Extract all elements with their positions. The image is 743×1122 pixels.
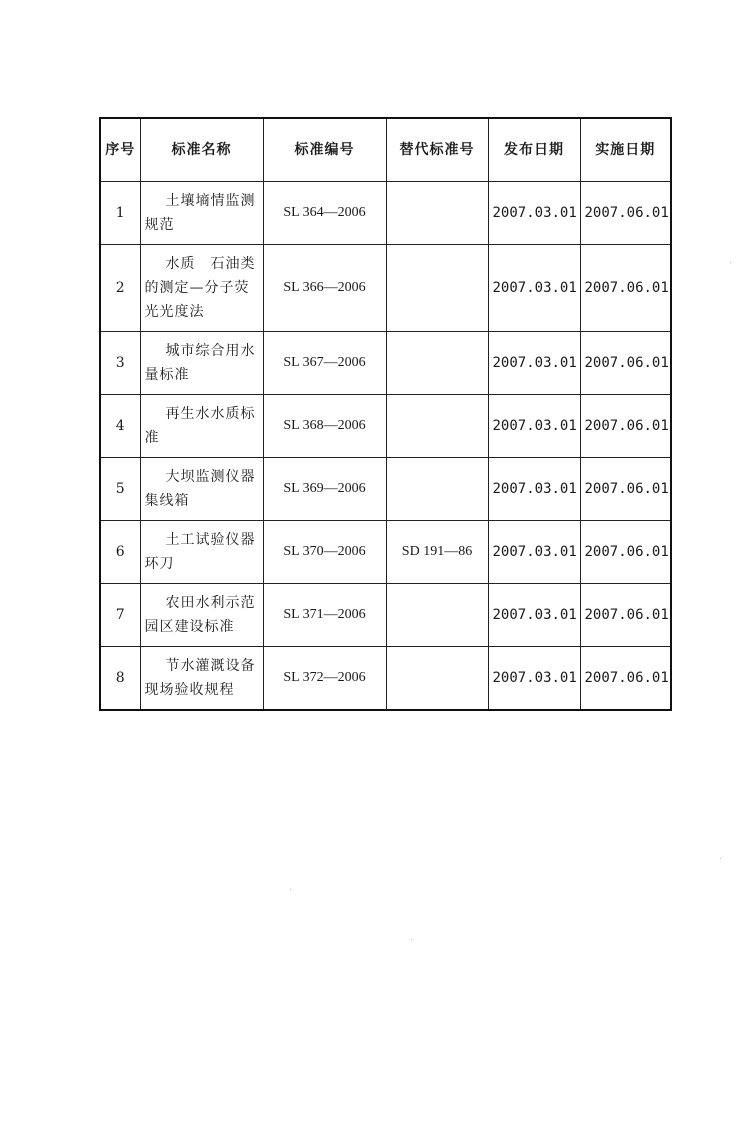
cell-replaced-standard bbox=[386, 395, 488, 458]
cell-effective-date: 2007.06.01 bbox=[580, 332, 671, 395]
cell-publish-date: 2007.03.01 bbox=[488, 245, 580, 332]
cell-serial-number: 8 bbox=[100, 647, 140, 711]
cell-standard-name: 节水灌溉设备现场验收规程 bbox=[140, 647, 263, 711]
cell-standard-code: SL 366—2006 bbox=[263, 245, 386, 332]
cell-effective-date: 2007.06.01 bbox=[580, 584, 671, 647]
header-replaced-standard: 替代标准号 bbox=[386, 118, 488, 182]
scan-speck bbox=[411, 939, 412, 940]
table-header-row bbox=[100, 118, 671, 182]
table-row bbox=[100, 584, 671, 647]
cell-publish-date: 2007.03.01 bbox=[488, 395, 580, 458]
cell-serial-number: 6 bbox=[100, 521, 140, 584]
header-publish-date: 发布日期 bbox=[488, 118, 580, 182]
cell-replaced-standard bbox=[386, 458, 488, 521]
cell-publish-date: 2007.03.01 bbox=[488, 458, 580, 521]
cell-standard-code: SL 367—2006 bbox=[263, 332, 386, 395]
cell-serial-number: 5 bbox=[100, 458, 140, 521]
table-row bbox=[100, 458, 671, 521]
cell-standard-name: 大坝监测仪器集线箱 bbox=[140, 458, 263, 521]
cell-standard-name: 水质 石油类的测定—分子荧光光度法 bbox=[140, 245, 263, 332]
table-row bbox=[100, 245, 671, 332]
cell-publish-date: 2007.03.01 bbox=[488, 332, 580, 395]
table-row bbox=[100, 182, 671, 245]
cell-standard-code: SL 371—2006 bbox=[263, 584, 386, 647]
cell-effective-date: 2007.06.01 bbox=[580, 182, 671, 245]
header-standard-name: 标准名称 bbox=[140, 118, 263, 182]
table-row bbox=[100, 647, 671, 711]
cell-publish-date: 2007.03.01 bbox=[488, 647, 580, 711]
cell-serial-number: 1 bbox=[100, 182, 140, 245]
cell-standard-code: SL 369—2006 bbox=[263, 458, 386, 521]
cell-effective-date: 2007.06.01 bbox=[580, 647, 671, 711]
header-serial-number: 序号 bbox=[100, 118, 140, 182]
cell-standard-code: SL 370—2006 bbox=[263, 521, 386, 584]
cell-effective-date: 2007.06.01 bbox=[580, 245, 671, 332]
cell-effective-date: 2007.06.01 bbox=[580, 458, 671, 521]
cell-standard-name: 土工试验仪器环刀 bbox=[140, 521, 263, 584]
cell-replaced-standard bbox=[386, 584, 488, 647]
standards-table bbox=[99, 117, 672, 711]
cell-publish-date: 2007.03.01 bbox=[488, 521, 580, 584]
cell-replaced-standard bbox=[386, 182, 488, 245]
cell-serial-number: 7 bbox=[100, 584, 140, 647]
cell-replaced-standard bbox=[386, 647, 488, 711]
header-effective-date: 实施日期 bbox=[580, 118, 671, 182]
cell-serial-number: 3 bbox=[100, 332, 140, 395]
cell-standard-name: 再生水水质标准 bbox=[140, 395, 263, 458]
header-standard-code: 标准编号 bbox=[263, 118, 386, 182]
cell-serial-number: 4 bbox=[100, 395, 140, 458]
cell-standard-name: 城市综合用水量标准 bbox=[140, 332, 263, 395]
cell-replaced-standard bbox=[386, 332, 488, 395]
table-row bbox=[100, 395, 671, 458]
cell-standard-code: SL 368—2006 bbox=[263, 395, 386, 458]
cell-standard-code: SL 372—2006 bbox=[263, 647, 386, 711]
cell-replaced-standard bbox=[386, 245, 488, 332]
cell-effective-date: 2007.06.01 bbox=[580, 521, 671, 584]
scan-speck bbox=[720, 858, 721, 859]
table-row bbox=[100, 332, 671, 395]
scan-speck bbox=[290, 889, 291, 890]
cell-serial-number: 2 bbox=[100, 245, 140, 332]
cell-publish-date: 2007.03.01 bbox=[488, 584, 580, 647]
cell-standard-name: 农田水利示范园区建设标准 bbox=[140, 584, 263, 647]
cell-effective-date: 2007.06.01 bbox=[580, 395, 671, 458]
table-row bbox=[100, 521, 671, 584]
cell-standard-code: SL 364—2006 bbox=[263, 182, 386, 245]
cell-publish-date: 2007.03.01 bbox=[488, 182, 580, 245]
cell-replaced-standard: SD 191—86 bbox=[386, 521, 488, 584]
scan-speck bbox=[730, 262, 731, 263]
cell-standard-name: 土壤墒情监测规范 bbox=[140, 182, 263, 245]
